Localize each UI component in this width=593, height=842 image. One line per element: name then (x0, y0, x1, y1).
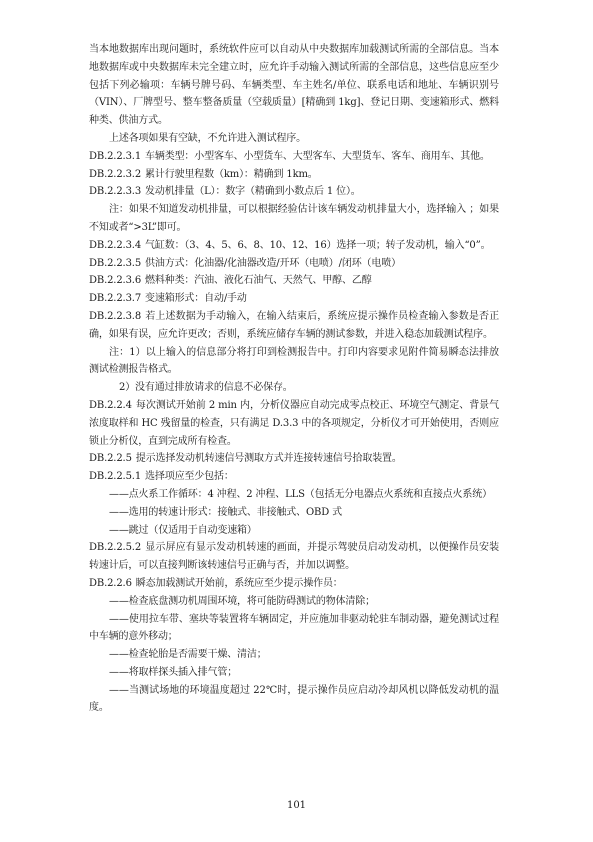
list-item-check-tires: ——检查轮胎是否需要干燥、清洁； (109, 649, 267, 661)
clause-number: DB.2.2.3.3 (89, 186, 142, 198)
clause-db-2-2-3-1: DB.2.2.3.1 车辆类型：小型客车、小型货车、大型客车、大型货车、客车、商用车、其他。 (89, 150, 490, 162)
clause-number: DB.2.2.3.1 (89, 150, 142, 162)
clause-number: DB.2.2.3.4 (89, 239, 142, 251)
clause-db-2-2-3-7: DB.2.2.3.7 变速箱形式：自动/手动 (89, 293, 247, 305)
list-item-check-surroundings: ——检查底盘测功机周围环境，将可能防碍测试的物体清除； (109, 595, 375, 607)
clause-db-2-2-6: DB.2.2.6 瞬态加载测试开始前，系统应至少提示操作员： (89, 577, 343, 589)
clause-db-2-2-5-2: DB.2.2.5.2 显示屏应有显示发动机转速的画面，并提示驾驶员启动发动机，以便操作员安装转速计后，可以直接判断该转速信号正确与否，并加以调整。 (89, 542, 499, 572)
note-unsaved-info: 2）没有通过排放请求的信息不必保存。 (119, 382, 293, 394)
clause-number: DB.2.2.5.2 (89, 542, 142, 554)
clause-number: DB.2.2.3.5 (89, 257, 142, 269)
clause-number: DB.2.2.6 (89, 577, 132, 589)
list-item-tachometer-type: ——选用的转速计形式：接触式、非接触式、OBD 式 (109, 506, 342, 518)
clause-number: DB.2.2.3.2 (89, 168, 142, 180)
list-item-ignition-cycle: ——点火系工作循环：4 冲程、2 冲程、LLS（包括无分电器点火系统和直接点火系统） (109, 488, 492, 500)
clause-db-2-2-3-8: DB.2.2.3.8 若上述数据为手动输入，在输入结束后，系统应提示操作员检查输入参数是否正确，如果有误，应允许更改；否则，系统应储存车辆的测试参数，并进入稳态加载测试程序。 (89, 310, 499, 340)
body-text (89, 41, 499, 717)
list-item-secure-vehicle: ——使用拉车带、塞块等装置将车辆固定，并应施加非驱动轮驻车制动器，避免测试过程中车辆的意外移动； (89, 613, 499, 643)
clause-number: DB.2.2.5 (89, 453, 132, 465)
clause-db-2-2-3-5: DB.2.2.3.5 供油方式：化油器/化油器改造/开环（电喷）/闭环（电喷） (89, 257, 401, 269)
clause-number: DB.2.2.5.1 (89, 471, 142, 483)
clause-number: DB.2.2.3.6 (89, 275, 142, 287)
list-item-cooling-fan: ——当测试场地的环境温度超过 22℃时，提示操作员应启动冷却风机以降低发动机的温度。 (89, 684, 499, 714)
clause-fuel-type: DB.2.2.3.6 燃料种类：汽油、液化石油气、天然气、甲醇、乙醇 (89, 275, 372, 287)
clause-db-2-2-3-2: DB.2.2.3.2 累计行驶里程数（km）：精确到 1km。 (89, 168, 318, 180)
list-item-skip: ——跳过（仅适用于自动变速箱） (109, 524, 257, 536)
clause-number: DB.2.2.3.8 (89, 310, 142, 322)
note-printed-info: 注：1）以上输入的信息部分将打印到检测报告中。打印内容要求见附件简易瞬态法排放测试检测报告格式。 (89, 346, 499, 376)
clause-number: DB.2.2.3.7 (89, 293, 142, 305)
paragraph-local-db-fallback: 当本地数据库出现问题时，系统软件应可以自动从中央数据库加载测试所需的全部信息。当本地数据库或中央数据库未完全建立时，应允许手动输入测试所需的全部信息，这些信息应至少包括下列必输项：车辆号牌号码、车辆类型、车主姓名/单位、联系电话和地址、车辆识别号（VIN）、厂牌型号、整车整备质量（空载质量）[精确到 1kg]、登记日期、变速箱形式、燃料种类、供油方式。 (89, 44, 499, 127)
list-item-insert-probe: ——将取样探头插入排气管； (109, 666, 238, 678)
clause-db-2-2-4: DB.2.2.4 每次测试开始前 2 min 内，分析仪器应自动完成零点校正、环境空气测定、背景气浓度取样和 HC 残留量的检查，只有满足 D.3.3 中的各项规定，分析仪才可开始使用，否则应锁止分析仪，直到完成所有检查。 (89, 399, 499, 447)
clause-db-2-2-5-1: DB.2.2.5.1 选择项应至少包括： (89, 471, 234, 483)
page-number: 101 (286, 800, 307, 811)
clause-number: DB.2.2.4 (89, 399, 132, 411)
clause-db-2-2-3-4: DB.2.2.3.4 气缸数：（3、4、5、6、8、10、12、16）选择一项；转子发动机，输入“0”。 (89, 239, 491, 251)
clause-db-2-2-3-3: DB.2.2.3.3 发动机排量（L）：数字（精确到小数点后 1 位）。 (89, 186, 361, 198)
clause-db-2-2-5: DB.2.2.5 提示选择发动机转速信号测取方式并连接转速信号拾取装置。 (89, 453, 402, 465)
note-engine-displacement: 注：如果不知道发动机排量，可以根据经验估计该车辆发动机排量大小，选择输入 ；如果不知或者“>3L”即可。 (89, 204, 499, 233)
paragraph-empty-fields-note: 上述各项如果有空缺，不允许进入测试程序。 (109, 132, 306, 144)
